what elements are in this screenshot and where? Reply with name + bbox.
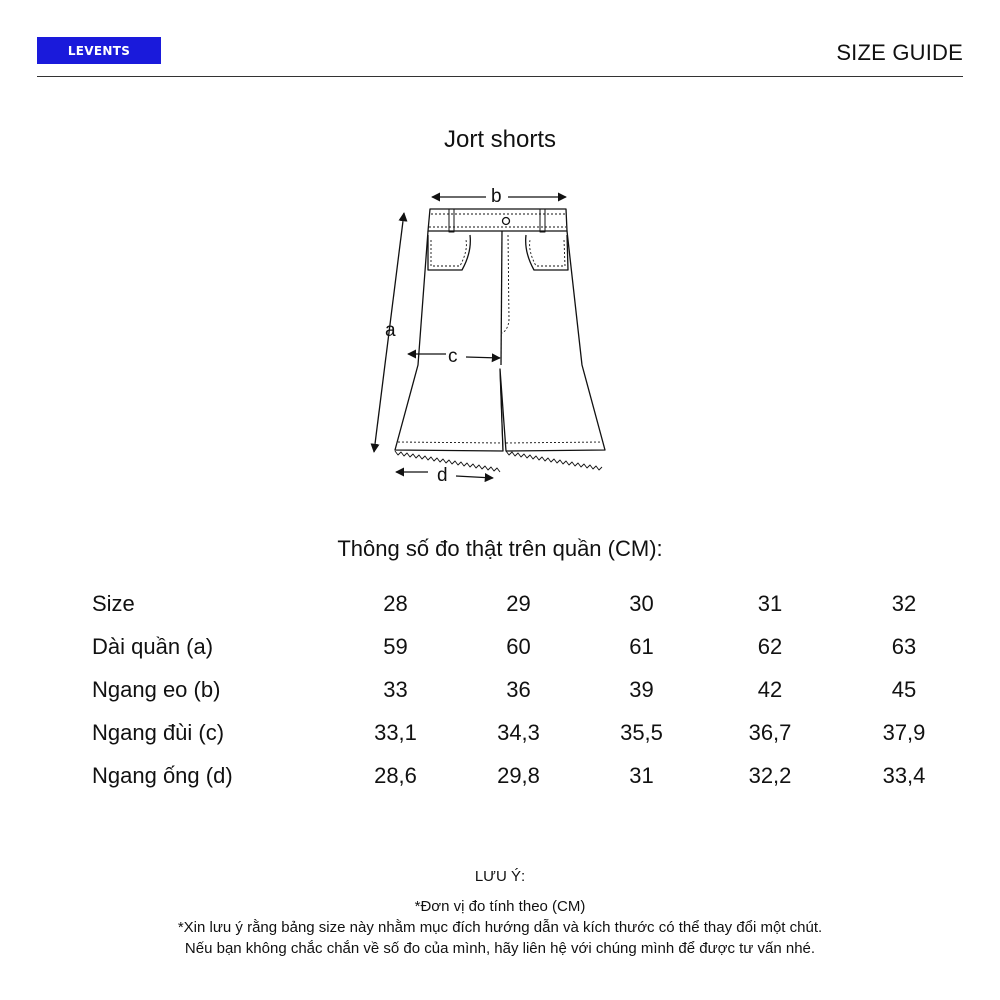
table-row [92, 711, 971, 754]
size-table [92, 582, 971, 797]
table-cell: 31 [629, 762, 654, 788]
note-line: *Xin lưu ý rằng bảng size này nhằm mục đích hướng dẫn và kích thước có thể thay đổi một chút. [177, 919, 823, 936]
measure-c-label: c [448, 346, 458, 367]
table-header-row [92, 582, 971, 625]
table-cell: 62 [757, 633, 783, 659]
table-cell: 59 [383, 633, 408, 659]
shorts-measurement-diagram [360, 180, 620, 490]
table-cell: 33 [383, 676, 408, 702]
table-cell: 33,1 [374, 719, 417, 745]
table-cell: 28,6 [374, 762, 417, 788]
note-line: *Đơn vị đo tính theo (CM) [414, 898, 586, 915]
shorts-illustration [360, 180, 620, 490]
size-cell: 28 [383, 590, 408, 616]
measure-a-label: a [385, 320, 396, 341]
table-cell: 36,7 [748, 719, 792, 745]
notes-section [0, 866, 1000, 959]
row-label: Ngang eo (b) [92, 676, 221, 702]
row-label: Dài quần (a) [92, 633, 214, 659]
size-cell: 32 [891, 590, 917, 616]
product-name: Jort shorts [443, 126, 557, 153]
table-cell: 37,9 [882, 719, 926, 745]
row-label: Ngang đùi (c) [92, 719, 225, 745]
measure-d-label: d [437, 465, 448, 486]
table-cell: 63 [891, 633, 917, 659]
row-label: Ngang ống (d) [92, 762, 233, 788]
size-cell: 30 [629, 590, 654, 616]
notes-heading: LƯU Ý: [474, 868, 526, 885]
table-cell: 60 [506, 633, 531, 659]
brand-logo: LEVENTS [37, 37, 161, 64]
size-cell: 29 [506, 590, 531, 616]
table-cell: 39 [629, 676, 654, 702]
header-divider [37, 76, 963, 77]
table-cell: 33,4 [882, 762, 926, 788]
table-cell: 36 [506, 676, 531, 702]
measure-c-right-arrow [466, 357, 500, 358]
size-cell: 31 [757, 590, 783, 616]
table-cell: 29,8 [497, 762, 540, 788]
table-title: Thông số đo thật trên quần (CM): [337, 536, 663, 561]
measure-d-right-arrow [456, 476, 493, 478]
table-row [92, 668, 971, 711]
note-line: Nếu bạn không chắc chắn về số đo của mình, hãy liên hệ với chúng mình để được tư vấn nhé. [184, 940, 816, 957]
table-cell: 35,5 [620, 719, 663, 745]
table-cell: 34,3 [497, 719, 540, 745]
table-cell: 32,2 [748, 762, 792, 788]
table-cell: 61 [629, 633, 654, 659]
table-row [92, 625, 971, 668]
shorts-outline [395, 231, 605, 451]
table-cell: 45 [891, 676, 917, 702]
button [503, 218, 510, 225]
measure-b-label: b [491, 186, 502, 207]
page-title: SIZE GUIDE [836, 40, 963, 65]
table-cell: 42 [757, 676, 783, 702]
row-label: Size [92, 590, 135, 616]
table-row [92, 754, 971, 797]
